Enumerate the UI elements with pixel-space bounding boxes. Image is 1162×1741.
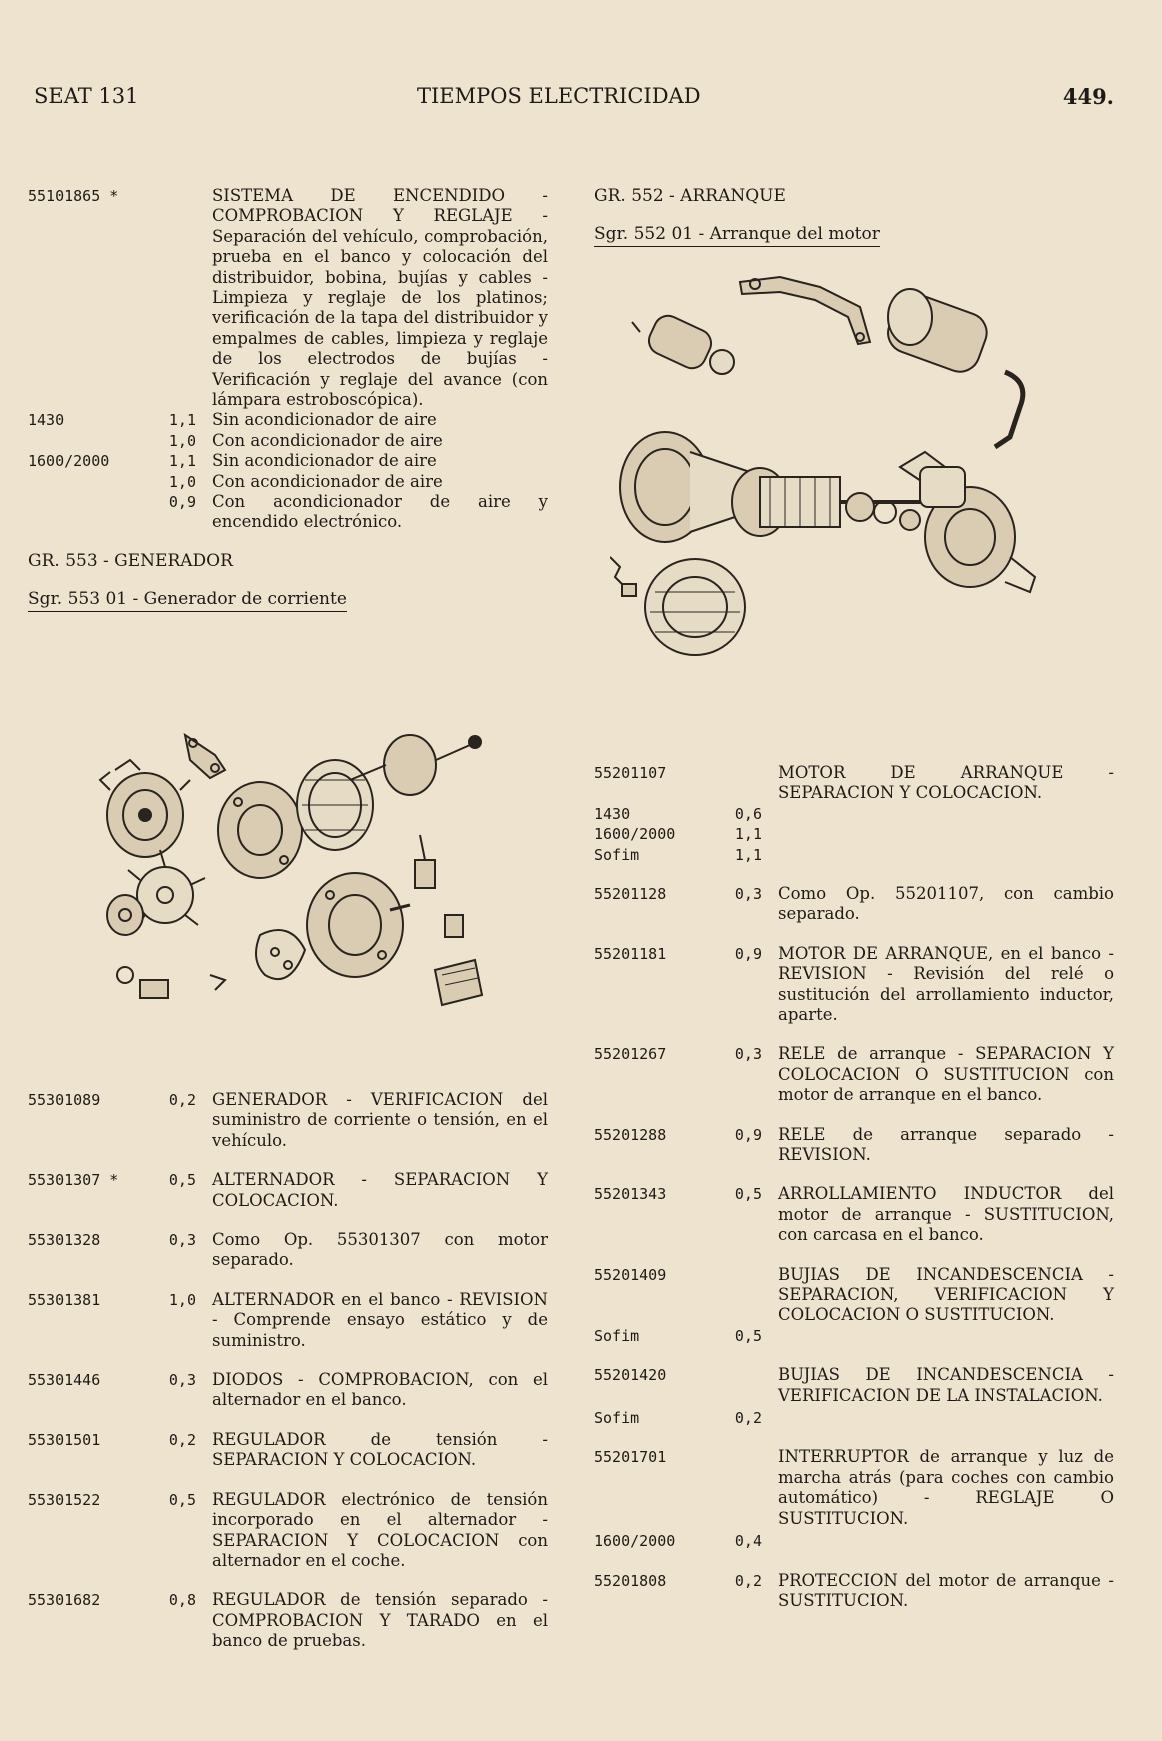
operation-time: 0,9 [734,944,762,963]
operation-entry [594,1365,1114,1406]
operation-entry [594,1044,1114,1105]
operation-description: BUJIAS DE INCANDESCENCIA - SEPARACION, VERIFICACION Y COLOCACION O SUSTITUCION. [778,1264,1114,1325]
operation-code: 55301522 [28,1490,101,1509]
subgroup-title-generador: Sgr. 553 01 - Generador de corriente [28,589,347,611]
variant-code: 1600/2000 [594,1532,676,1551]
operation-code: 55301381 [28,1290,101,1309]
variant-time: 0,5 [734,1326,762,1345]
variant-time: 0,4 [734,1532,762,1551]
operation-time: 0,5 [168,1171,196,1190]
operation-code: 55201701 [594,1448,667,1467]
operation-description: ALTERNADOR en el banco - REVISION - Comprende ensayo estático y de suministro. [212,1289,548,1350]
field-coil-drawing [645,559,745,655]
front-cover-drawing [218,782,302,878]
operation-entry [594,1447,1114,1529]
subgroup-title-arranque: Sgr. 552 01 - Arranque del motor [594,224,880,246]
operation-entry [594,1265,1114,1326]
operation-code: 55201267 [594,1045,667,1064]
operation-description: REGULADOR de tensión - SEPARACION Y COLOCACION. [212,1429,548,1470]
operation-code: 55201107 [594,764,667,782]
variant-row [28,492,548,533]
operation-entry [594,944,1114,1026]
operation-description: ARROLLAMIENTO INDUCTOR del motor de arranque - SUSTITUCION, con carcasa en el banco. [778,1184,1114,1245]
variant-row [28,472,548,492]
operation-description: REGULADOR electrónico de tensión incorporado en el alternador - SEPARACION Y COLOCACION con alternador en el coche. [212,1489,548,1570]
variant-time: 1,0 [168,472,196,491]
left-operations-list [28,1090,548,1652]
operation-code: 55301446 [28,1371,101,1390]
operation-code: 55201343 [594,1185,667,1204]
operation-time: 0,2 [168,1430,196,1449]
operation-description: GENERADOR - VERIFICACION del suministro de corriente o tensión, en el vehículo. [212,1090,548,1150]
operation-time: 0,3 [168,1231,196,1250]
operation-entry [28,186,548,410]
variant-code: Sofim [594,1326,640,1345]
variant-row [594,1408,1114,1428]
operation-code: 55201181 [594,944,667,963]
right-column-header [594,186,1114,247]
operation-entry [28,1230,548,1271]
variant-row [28,451,548,471]
drive-end-housing-drawing [920,467,1035,592]
operation-entry [594,1571,1114,1612]
starter-yoke-drawing [620,432,750,542]
operation-time: 0,3 [168,1371,196,1390]
operation-description: Como Op. 55301307 con motor separado. [212,1230,548,1270]
right-operations-list [594,763,1114,1611]
operation-entry [28,1590,548,1651]
variant-row [594,1326,1114,1346]
group-title-arranque: GR. 552 - ARRANQUE [594,186,786,206]
regulator-drawing [435,960,482,1005]
operation-code: 55201808 [594,1571,667,1590]
operation-code: 55301328 [28,1231,101,1250]
operation-time: 0,8 [168,1591,196,1610]
variant-description: Con acondicionador de aire [212,430,443,450]
mounting-bracket-drawing [185,735,225,778]
operation-code: 55301682 [28,1591,101,1610]
operation-code: 55301089 [28,1091,101,1109]
variant-code: 1430 [28,411,65,430]
operation-time: 0,5 [734,1185,762,1204]
operation-code: 55201128 [594,884,667,903]
variant-description: Con acondicionador de aire [212,471,443,491]
variant-row [594,1531,1114,1551]
variant-time: 1,1 [168,452,196,471]
header-title: TIEMPOS ELECTRICIDAD [417,84,701,108]
operation-description: Como Op. 55201107, con cambio separado. [778,883,1114,924]
group-title-generador: GR. 553 - GENERADOR [28,550,233,571]
variant-code: 1600/2000 [28,452,110,471]
operation-time: 0,2 [734,1571,762,1590]
operation-description: MOTOR DE ARRANQUE, en el banco - REVISION - Revisión del relé o sustitución del arrollamiento inductor, aparte. [778,943,1114,1025]
operation-entry [28,1290,548,1351]
operation-entry [28,1430,548,1471]
operation-code: 55201288 [594,1125,667,1144]
operation-entry [594,763,1114,804]
operation-time: 0,5 [168,1490,196,1509]
variant-code: Sofim [594,1409,640,1428]
operation-time: 0,3 [734,1045,762,1064]
variant-description: Sin acondicionador de aire [212,451,437,471]
drive-pinion-drawing [846,493,920,530]
variant-code: Sofim [594,845,640,864]
operation-description: DIODOS - COMPROBACION, con el alternador en el banco. [212,1370,548,1410]
brush-spring-drawing [610,557,636,596]
operation-description: RELE de arranque - SEPARACION Y COLOCACION O SUSTITUCION con motor de arranque en el banco. [778,1044,1114,1105]
operation-code: 55201420 [594,1366,667,1385]
operation-time: 0,9 [734,1125,762,1144]
alternator-exploded-drawing [90,720,510,1030]
assembled-starter-drawing [882,288,1022,447]
operation-description: BUJIAS DE INCANDESCENCIA - VERIFICACION DE LA INSTALACION. [778,1365,1114,1405]
operation-code: 55201409 [594,1265,667,1284]
operation-code: 55301501 [28,1430,101,1449]
variant-row [28,410,548,430]
operation-time: 0,2 [168,1091,196,1109]
variant-time: 0,9 [168,493,196,512]
starter-bracket-drawing [740,277,870,344]
variant-row [594,824,1114,844]
operation-entry [594,1184,1114,1245]
variant-time: 0,2 [734,1409,762,1428]
variant-time: 1,1 [168,411,196,430]
operation-entry [28,1370,548,1411]
page-number: 449. [1062,84,1114,109]
operation-time: 1,0 [168,1290,196,1309]
fan-drawing [107,850,205,935]
operation-description: RELE de arranque separado - REVISION. [778,1124,1114,1165]
operation-code: 55101865 * [28,187,119,205]
variant-description: Sin acondicionador de aire [212,410,437,430]
diode-plate-drawing [256,930,305,979]
variant-row [28,431,548,451]
operation-entry [28,1490,548,1572]
operation-description: PROTECCION del motor de arranque - SUSTITUCION. [778,1570,1114,1610]
brush-holder-drawing [415,835,463,937]
operation-entry [594,884,1114,925]
variant-time: 1,1 [734,825,762,844]
variant-code: 1430 [594,804,631,823]
left-column [28,186,548,612]
variant-row [594,804,1114,824]
starter-relay-drawing [632,311,734,374]
variant-description: Con acondicionador de aire y encendido electrónico. [212,492,548,532]
variant-time: 0,6 [734,804,762,823]
operation-description: SISTEMA DE ENCENDIDO - COMPROBACION Y REGLAJE - Separación del vehículo, comprobación, prueba en el banco y colocación del distribuidor, bobina, bujías y cables - Limpieza y reglaje de los platinos; verificación de la tapa del distribuidor y empalmes de cables, limpieza y reglaje de los electrodos de bujías - Verificación y reglaje del avance (con lámpara estroboscópica). [212,186,548,410]
operation-entry [28,1090,548,1151]
operation-entry [594,1125,1114,1166]
variant-time: 1,0 [168,431,196,450]
rear-cover-drawing [307,873,403,977]
armature-drawing [732,468,930,536]
operation-description: REGULADOR de tensión separado - COMPROBACION Y TARADO en el banco de pruebas. [212,1590,548,1651]
starter-motor-exploded-drawing [610,262,1050,722]
operation-time: 0,3 [734,884,762,903]
page-header [34,84,1114,114]
operation-entry [28,1170,548,1211]
variant-code: 1600/2000 [594,825,676,844]
variant-time: 1,1 [734,845,762,864]
operation-description: MOTOR DE ARRANQUE - SEPARACION Y COLOCACION. [778,763,1114,803]
operation-code: 55301307 * [28,1171,119,1190]
header-model: SEAT 131 [34,84,139,108]
operation-description: INTERRUPTOR de arranque y luz de marcha atrás (para coches con cambio automático) - REGLAJE O SUSTITUCION. [778,1447,1114,1528]
alternator-housing-drawing [100,760,190,857]
operation-description: ALTERNADOR - SEPARACION Y COLOCACION. [212,1170,548,1210]
variant-row [594,845,1114,865]
stator-drawing [297,760,373,850]
